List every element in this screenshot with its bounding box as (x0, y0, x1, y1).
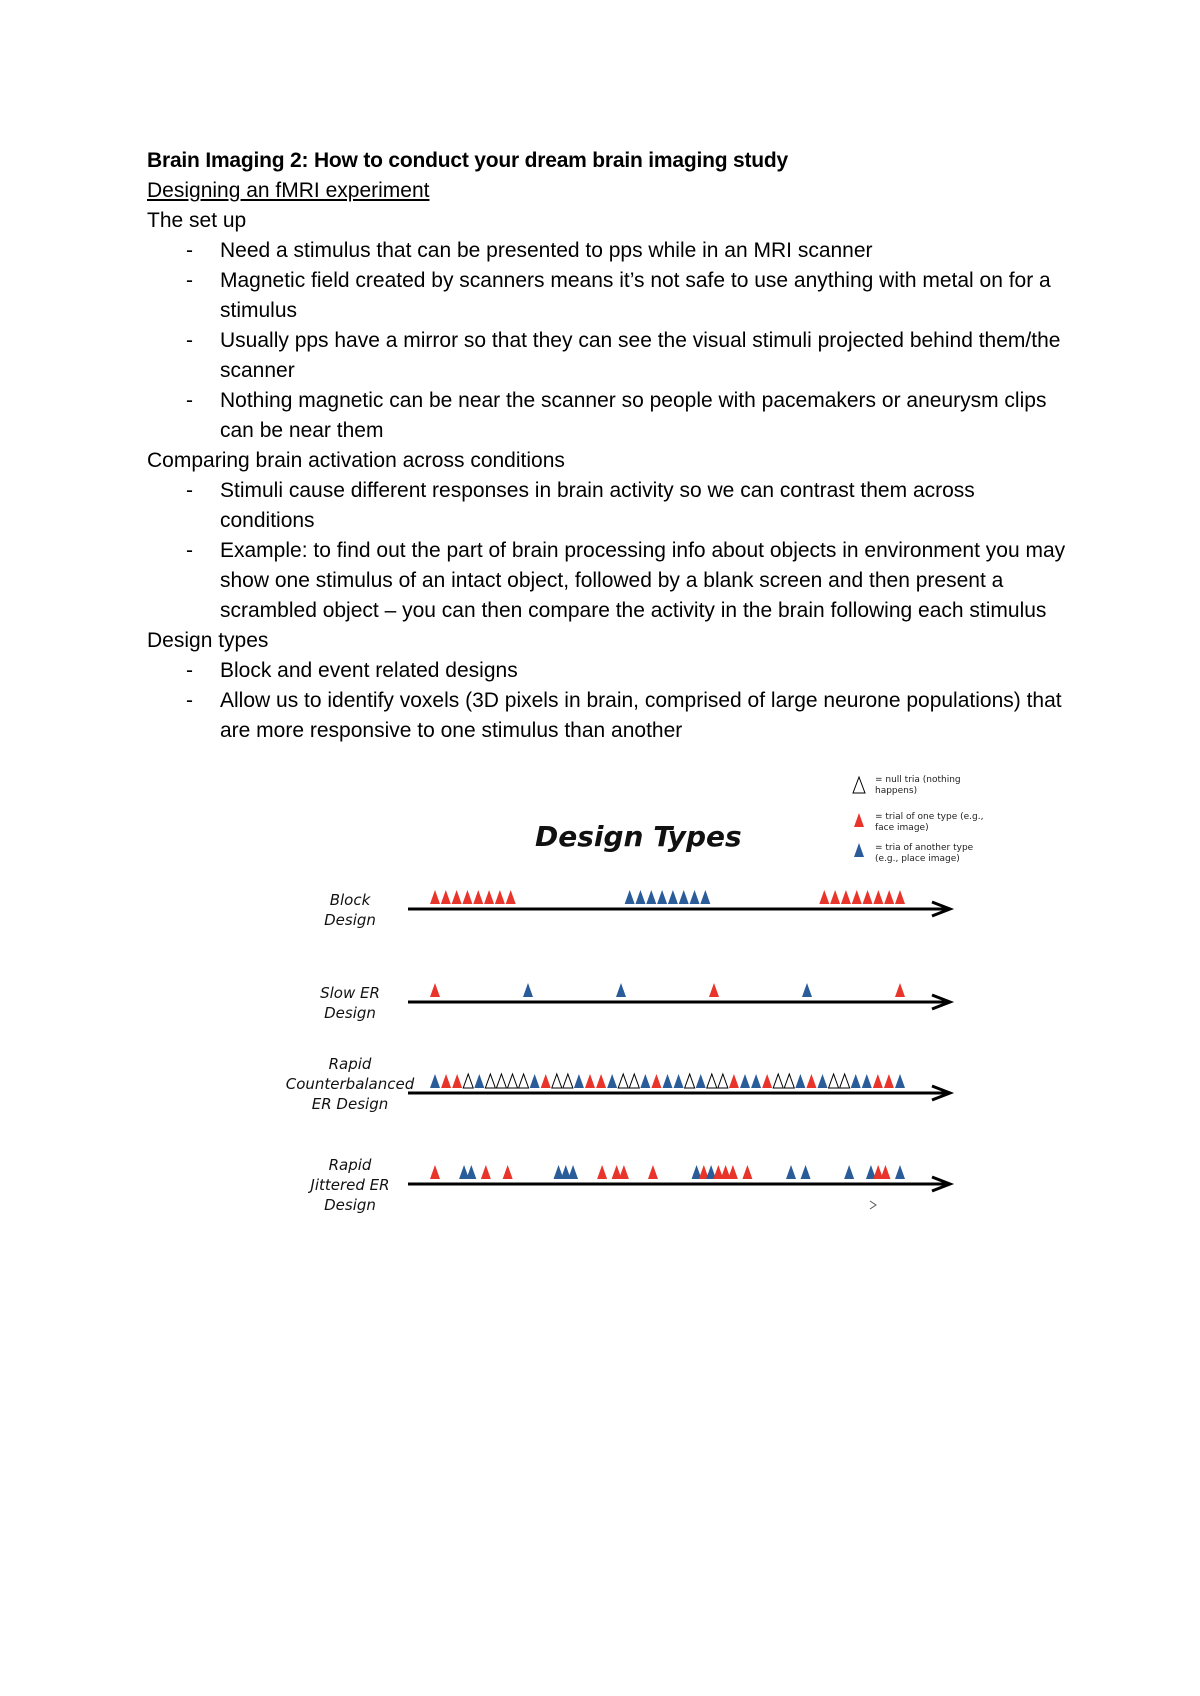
trial-type-two-marker (574, 1074, 584, 1088)
trial-type-two-marker (895, 1165, 905, 1179)
legend-type-two-text: = tria of another type (e.g., place image) (875, 843, 974, 864)
legend-type-two-marker (854, 843, 864, 857)
trial-type-two-marker (802, 983, 812, 997)
null-trial-marker (519, 1074, 529, 1088)
null-trial-marker (784, 1074, 794, 1088)
null-trial-marker (840, 1074, 850, 1088)
row-label-line: Counterbalanced (285, 1075, 415, 1093)
trial-type-one-marker (541, 1074, 551, 1088)
null-trial-marker (629, 1074, 639, 1088)
trial-type-one-marker (841, 890, 851, 904)
trial-type-one-marker (830, 890, 840, 904)
bullet-list-comparing (147, 476, 1067, 626)
trial-type-one-marker (441, 1074, 451, 1088)
trial-type-two-marker (751, 1074, 761, 1088)
bullet-item: - Nothing magnetic can be near the scanner so people with pacemakers or aneurysm clips can be near them (147, 386, 1067, 446)
section-heading-comparing: Comparing brain activation across conditions (147, 449, 565, 472)
trial-type-two-marker (530, 1074, 540, 1088)
trial-type-one-marker (852, 890, 862, 904)
trial-type-one-marker (762, 1074, 772, 1088)
trial-type-two-marker (674, 1074, 684, 1088)
bullet-list-design-types (147, 656, 1067, 746)
trial-type-one-marker (452, 890, 462, 904)
bullet-item: - Need a stimulus that can be presented to pps while in an MRI scanner (147, 236, 1067, 266)
bullet-item: - Stimuli cause different responses in brain activity so we can contrast them across conditions (147, 476, 1067, 536)
figure-title: Design Types (535, 820, 742, 853)
trial-type-one-marker (481, 1165, 491, 1179)
trial-type-one-marker (742, 1165, 752, 1179)
trial-type-one-marker (473, 890, 483, 904)
trial-type-one-marker (495, 890, 505, 904)
null-trial-marker (685, 1074, 695, 1088)
trial-type-two-marker (430, 1074, 440, 1088)
bullet-item: - Usually pps have a mirror so that they can see the visual stimuli projected behind them/the scanner (147, 326, 1067, 386)
trial-type-two-marker (895, 1074, 905, 1088)
trial-type-one-marker (806, 1074, 816, 1088)
bullet-list-setup (147, 236, 1067, 446)
trial-type-two-marker (851, 1074, 861, 1088)
trial-type-two-marker (568, 1165, 578, 1179)
bullet-item: - Allow us to identify voxels (3D pixels in brain, comprised of large neurone populations) that are more responsive to one stimulus than another (147, 686, 1067, 746)
document-title: Brain Imaging 2: How to conduct your dream brain imaging study (147, 149, 788, 172)
trial-type-two-marker (635, 890, 645, 904)
trial-type-one-marker (651, 1074, 661, 1088)
trial-type-two-marker (640, 1074, 650, 1088)
trial-type-two-marker (625, 890, 635, 904)
trial-type-one-marker (585, 1074, 595, 1088)
trial-type-one-marker (506, 890, 516, 904)
trial-type-two-marker (690, 890, 700, 904)
legend-null-trial-marker (853, 777, 865, 793)
section-heading-setup: The set up (147, 209, 247, 232)
trial-type-two-marker (616, 983, 626, 997)
null-trial-marker (707, 1074, 717, 1088)
trial-type-one-marker (462, 890, 472, 904)
trial-type-two-marker (844, 1165, 854, 1179)
trial-type-one-marker (880, 1165, 890, 1179)
trial-type-one-marker (884, 890, 894, 904)
timeline-arrow (408, 902, 950, 916)
trial-type-one-marker (452, 1074, 462, 1088)
trial-type-one-marker (441, 890, 451, 904)
trial-type-one-marker (430, 890, 440, 904)
trial-type-one-marker (728, 1165, 738, 1179)
trial-type-one-marker (895, 890, 905, 904)
trial-type-two-marker (801, 1165, 811, 1179)
trial-type-two-marker (663, 1074, 673, 1088)
null-trial-marker (718, 1074, 728, 1088)
row-label-line: Design (324, 1004, 376, 1022)
legend-null-trial-text: = null tria (nothing happens) (875, 775, 961, 796)
trial-type-one-marker (709, 983, 719, 997)
row-label-line: Design (324, 1196, 376, 1214)
bullet-item: - Magnetic field created by scanners means it’s not safe to use anything with metal on for a stimulus (147, 266, 1067, 326)
trial-type-two-marker (818, 1074, 828, 1088)
legend-type-one-marker (854, 813, 864, 827)
trial-type-one-marker (597, 1165, 607, 1179)
trial-type-one-marker (484, 890, 494, 904)
trial-type-two-marker (646, 890, 656, 904)
document-subheading: Designing an fMRI experiment (147, 179, 430, 202)
trial-type-one-marker (884, 1074, 894, 1088)
null-trial-marker (563, 1074, 573, 1088)
trial-type-one-marker (863, 890, 873, 904)
section-heading-design-types: Design types (147, 629, 269, 652)
null-trial-marker (773, 1074, 783, 1088)
trial-type-one-marker (430, 1165, 440, 1179)
null-trial-marker (508, 1074, 518, 1088)
design-types-figure (280, 765, 984, 1225)
document-page (147, 146, 1067, 746)
trial-type-one-marker (430, 983, 440, 997)
timeline-arrow (408, 995, 950, 1009)
null-trial-marker (618, 1074, 628, 1088)
null-trial-marker (829, 1074, 839, 1088)
row-label-line: Rapid (328, 1055, 372, 1073)
trial-type-two-marker (679, 890, 689, 904)
bullet-item: - Example: to find out the part of brain processing info about objects in environment you may show one stimulus of an intact object, followed by a blank screen and then present a scrambled object – you can then compare the activity in the brain following each stimulus (147, 536, 1067, 626)
trial-type-two-marker (668, 890, 678, 904)
row-label-line: Jittered ER (310, 1176, 390, 1194)
trial-type-one-marker (895, 983, 905, 997)
trial-type-one-marker (503, 1165, 513, 1179)
trial-type-two-marker (786, 1165, 796, 1179)
trial-type-one-marker (873, 1074, 883, 1088)
null-trial-marker (496, 1074, 506, 1088)
trial-type-two-marker (466, 1165, 476, 1179)
trial-type-two-marker (795, 1074, 805, 1088)
design-types-diagram (280, 765, 980, 1225)
null-trial-marker (485, 1074, 495, 1088)
null-trial-marker (463, 1074, 473, 1088)
trial-type-one-marker (648, 1165, 658, 1179)
trial-type-two-marker (700, 890, 710, 904)
trial-type-two-marker (607, 1074, 617, 1088)
trial-type-two-marker (657, 890, 667, 904)
trial-type-two-marker (740, 1074, 750, 1088)
trial-type-one-marker (873, 890, 883, 904)
trial-type-one-marker (619, 1165, 629, 1179)
trial-type-two-marker (862, 1074, 872, 1088)
trial-type-one-marker (729, 1074, 739, 1088)
stray-arrow-mark (870, 1201, 876, 1209)
row-label-line: Design (324, 911, 376, 929)
trial-type-two-marker (474, 1074, 484, 1088)
bullet-item: - Block and event related designs (147, 656, 1067, 686)
trial-type-one-marker (596, 1074, 606, 1088)
legend-type-one-text: = trial of one type (e.g., face image) (875, 812, 984, 833)
row-label-line: ER Design (311, 1095, 389, 1113)
row-label-line: Rapid (328, 1156, 372, 1174)
row-label-line: Block (329, 891, 371, 909)
trial-type-one-marker (819, 890, 829, 904)
row-label-line: Slow ER (320, 984, 380, 1002)
trial-type-two-marker (696, 1074, 706, 1088)
trial-type-two-marker (523, 983, 533, 997)
null-trial-marker (552, 1074, 562, 1088)
timeline-arrow (408, 1177, 950, 1191)
